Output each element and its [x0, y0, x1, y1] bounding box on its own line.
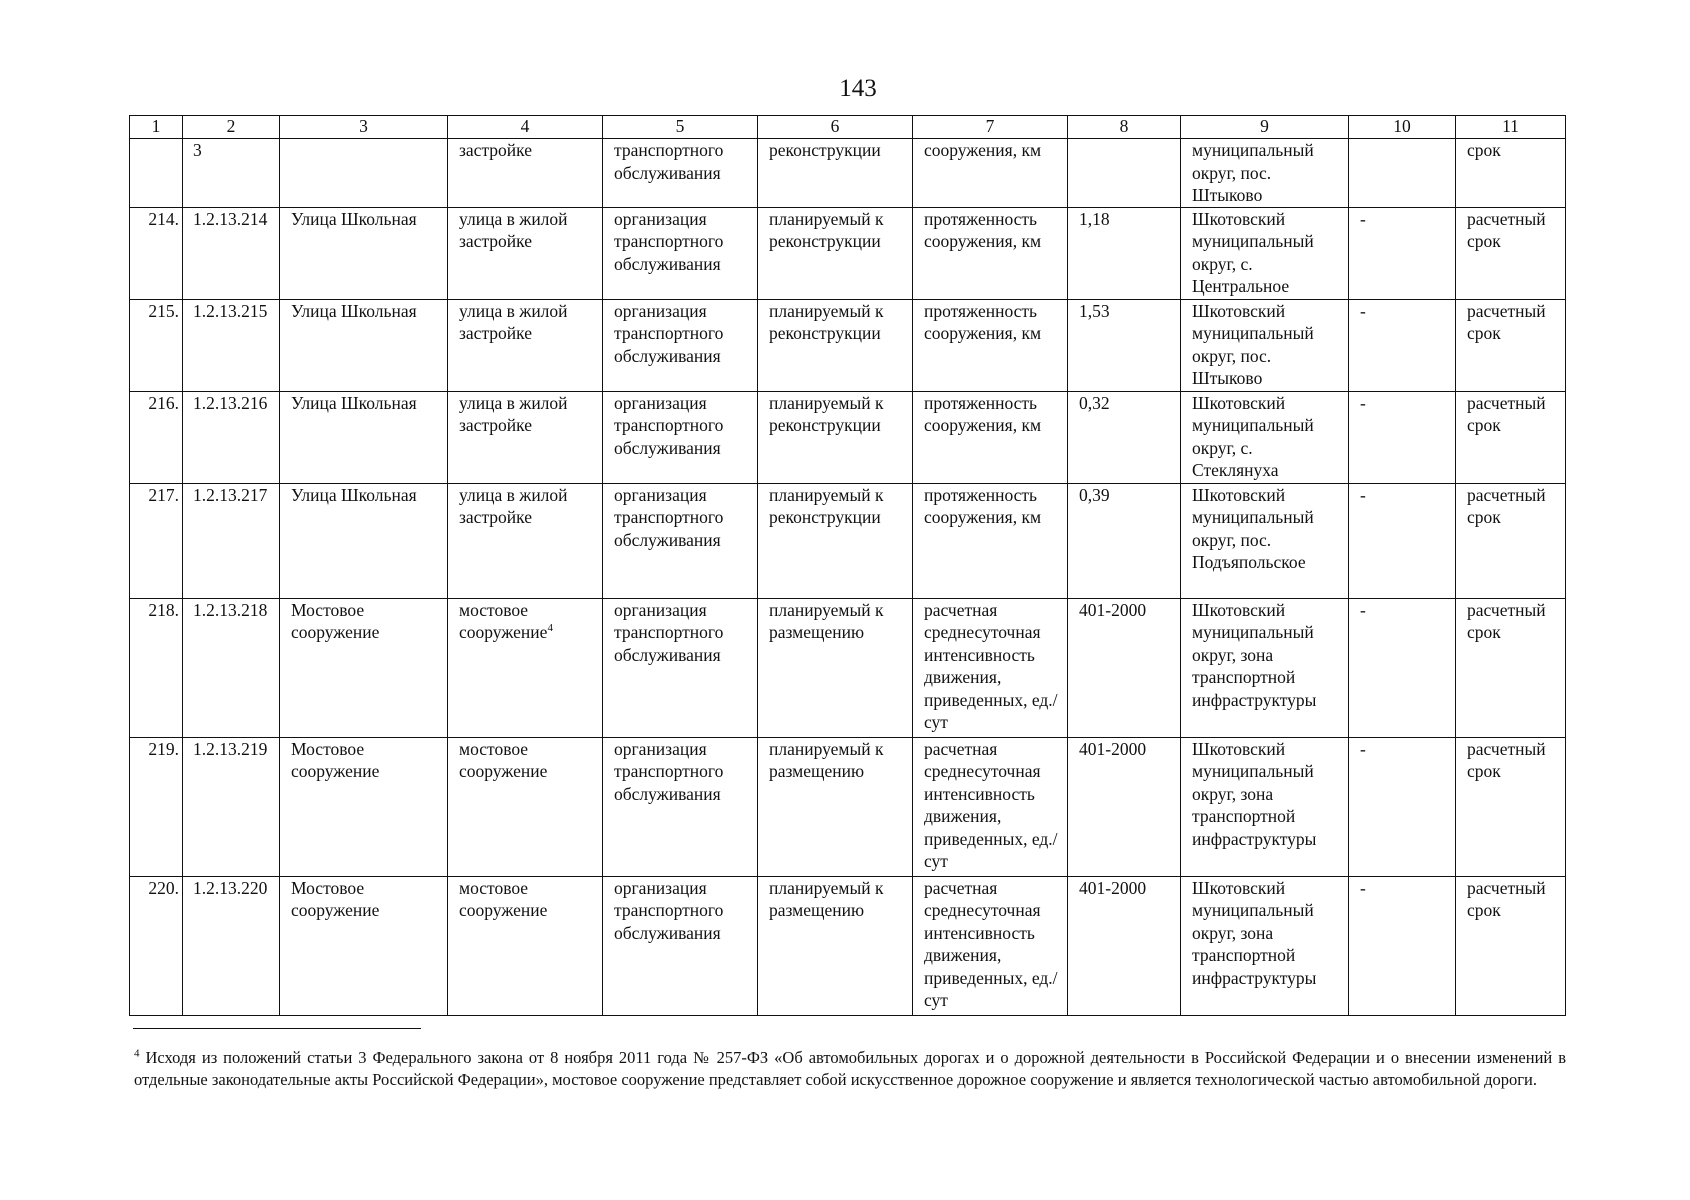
object-parameter: расчетная среднесуточная интенсивность движения, приведенных, ед./сут: [913, 876, 1068, 1015]
object-status: планируемый к размещению: [758, 876, 913, 1015]
footnote-reference: 4: [547, 622, 553, 635]
object-status: планируемый к реконструкции: [758, 299, 913, 391]
table-row: [130, 876, 1566, 1015]
object-location: Шкотовский муниципальный округ, зона транспортной инфраструктуры: [1181, 598, 1349, 737]
object-code: 1.2.13.220: [183, 876, 280, 1015]
object-name: Мостовое сооружение: [280, 737, 448, 876]
object-kind: улица в жилой застройке: [448, 483, 603, 598]
object-zone: -: [1349, 483, 1456, 598]
object-parameter: сооружения, км: [913, 139, 1068, 208]
row-number: 214.: [130, 207, 183, 299]
object-code: 1.2.13.218: [183, 598, 280, 737]
column-header: 4: [448, 116, 603, 139]
object-kind-cell: [448, 598, 603, 737]
object-purpose: организация транспортного обслуживания: [603, 299, 758, 391]
object-purpose: организация транспортного обслуживания: [603, 207, 758, 299]
object-value: [1068, 139, 1181, 208]
table-row: [130, 391, 1566, 483]
object-kind: улица в жилой застройке: [448, 299, 603, 391]
column-header: 9: [1181, 116, 1349, 139]
object-code: 1.2.13.219: [183, 737, 280, 876]
object-zone: -: [1349, 207, 1456, 299]
object-term: расчетный срок: [1456, 391, 1566, 483]
object-name: Мостовое сооружение: [280, 876, 448, 1015]
object-term: расчетный срок: [1456, 598, 1566, 737]
row-number: 218.: [130, 598, 183, 737]
column-header: 11: [1456, 116, 1566, 139]
row-number: 216.: [130, 391, 183, 483]
object-status: планируемый к размещению: [758, 737, 913, 876]
object-zone: [1349, 139, 1456, 208]
object-location: Шкотовский муниципальный округ, пос. Подъяпольское: [1181, 483, 1349, 598]
object-value: 1,53: [1068, 299, 1181, 391]
object-zone: -: [1349, 876, 1456, 1015]
object-value: 0,39: [1068, 483, 1181, 598]
object-status: планируемый к реконструкции: [758, 391, 913, 483]
footnote-marker: 4: [134, 1047, 140, 1060]
row-number: 220.: [130, 876, 183, 1015]
object-value: 0,32: [1068, 391, 1181, 483]
page-number: 143: [839, 75, 877, 102]
object-term: расчетный срок: [1456, 207, 1566, 299]
object-status: планируемый к реконструкции: [758, 483, 913, 598]
footnote-text: Исходя из положений статьи 3 Федерального закона от 8 ноября 2011 года № 257-ФЗ «Об автомобильных дорогах и о дорожной деятельности в Российской Федерации и о внесении изменений в отдельные законодательные акты Российской Федерации», мостовое сооружение представляет собой искусственное дорожное сооружение и является технологической частью автомобильной дороги.: [134, 1048, 1567, 1089]
table-row: [130, 598, 1566, 737]
object-parameter: протяженность сооружения, км: [913, 391, 1068, 483]
object-name: Улица Школьная: [280, 391, 448, 483]
column-header: 3: [280, 116, 448, 139]
object-term: срок: [1456, 139, 1566, 208]
object-parameter: протяженность сооружения, км: [913, 299, 1068, 391]
object-purpose: организация транспортного обслуживания: [603, 876, 758, 1015]
object-parameter: протяженность сооружения, км: [913, 207, 1068, 299]
object-purpose: организация транспортного обслуживания: [603, 598, 758, 737]
object-zone: -: [1349, 598, 1456, 737]
object-location: Шкотовский муниципальный округ, зона транспортной инфраструктуры: [1181, 876, 1349, 1015]
object-value: 1,18: [1068, 207, 1181, 299]
object-parameter: расчетная среднесуточная интенсивность движения, приведенных, ед./сут: [913, 598, 1068, 737]
row-number: 219.: [130, 737, 183, 876]
object-location: Шкотовский муниципальный округ, с. Стеклянуха: [1181, 391, 1349, 483]
object-parameter: расчетная среднесуточная интенсивность движения, приведенных, ед./сут: [913, 737, 1068, 876]
row-number: 217.: [130, 483, 183, 598]
object-name: Мостовое сооружение: [280, 598, 448, 737]
object-value: 401-2000: [1068, 598, 1181, 737]
object-location: Шкотовский муниципальный округ, с. Центральное: [1181, 207, 1349, 299]
column-header: 1: [130, 116, 183, 139]
footnote: [134, 1047, 1566, 1091]
object-status: реконструкции: [758, 139, 913, 208]
object-location: муниципальный округ, пос. Штыково: [1181, 139, 1349, 208]
object-kind: мостовое сооружение: [459, 599, 548, 642]
object-term: расчетный срок: [1456, 737, 1566, 876]
row-number: [130, 139, 183, 208]
object-parameter: протяженность сооружения, км: [913, 483, 1068, 598]
row-number: 215.: [130, 299, 183, 391]
object-term: расчетный срок: [1456, 483, 1566, 598]
object-name: Улица Школьная: [280, 483, 448, 598]
table-row: [130, 737, 1566, 876]
object-location: Шкотовский муниципальный округ, зона транспортной инфраструктуры: [1181, 737, 1349, 876]
table-row: [130, 139, 1566, 208]
object-value: 401-2000: [1068, 737, 1181, 876]
object-zone: -: [1349, 737, 1456, 876]
table-row: [130, 207, 1566, 299]
object-name: Улица Школьная: [280, 299, 448, 391]
object-name: [280, 139, 448, 208]
object-kind: мостовое сооружение: [448, 876, 603, 1015]
object-code: 1.2.13.217: [183, 483, 280, 598]
object-kind: мостовое сооружение: [448, 737, 603, 876]
column-header: 7: [913, 116, 1068, 139]
object-code: 1.2.13.216: [183, 391, 280, 483]
object-purpose: организация транспортного обслуживания: [603, 483, 758, 598]
object-purpose: организация транспортного обслуживания: [603, 737, 758, 876]
object-purpose: организация транспортного обслуживания: [603, 391, 758, 483]
object-location: Шкотовский муниципальный округ, пос. Штыково: [1181, 299, 1349, 391]
column-header: 8: [1068, 116, 1181, 139]
object-status: планируемый к размещению: [758, 598, 913, 737]
column-header: 2: [183, 116, 280, 139]
objects-table: [129, 115, 1566, 1016]
column-header: 6: [758, 116, 913, 139]
column-header: 5: [603, 116, 758, 139]
object-kind: улица в жилой застройке: [448, 207, 603, 299]
object-term: расчетный срок: [1456, 299, 1566, 391]
header-row: [130, 116, 1566, 139]
table-row: [130, 299, 1566, 391]
column-header: 10: [1349, 116, 1456, 139]
object-term: расчетный срок: [1456, 876, 1566, 1015]
object-status: планируемый к реконструкции: [758, 207, 913, 299]
object-value: 401-2000: [1068, 876, 1181, 1015]
object-code: 1.2.13.214: [183, 207, 280, 299]
object-kind: улица в жилой застройке: [448, 391, 603, 483]
object-zone: -: [1349, 299, 1456, 391]
object-code: 3: [183, 139, 280, 208]
object-kind: застройке: [448, 139, 603, 208]
footnote-separator: [133, 1028, 421, 1029]
object-code: 1.2.13.215: [183, 299, 280, 391]
table-row: [130, 483, 1566, 598]
object-zone: -: [1349, 391, 1456, 483]
object-purpose: транспортного обслуживания: [603, 139, 758, 208]
object-name: Улица Школьная: [280, 207, 448, 299]
